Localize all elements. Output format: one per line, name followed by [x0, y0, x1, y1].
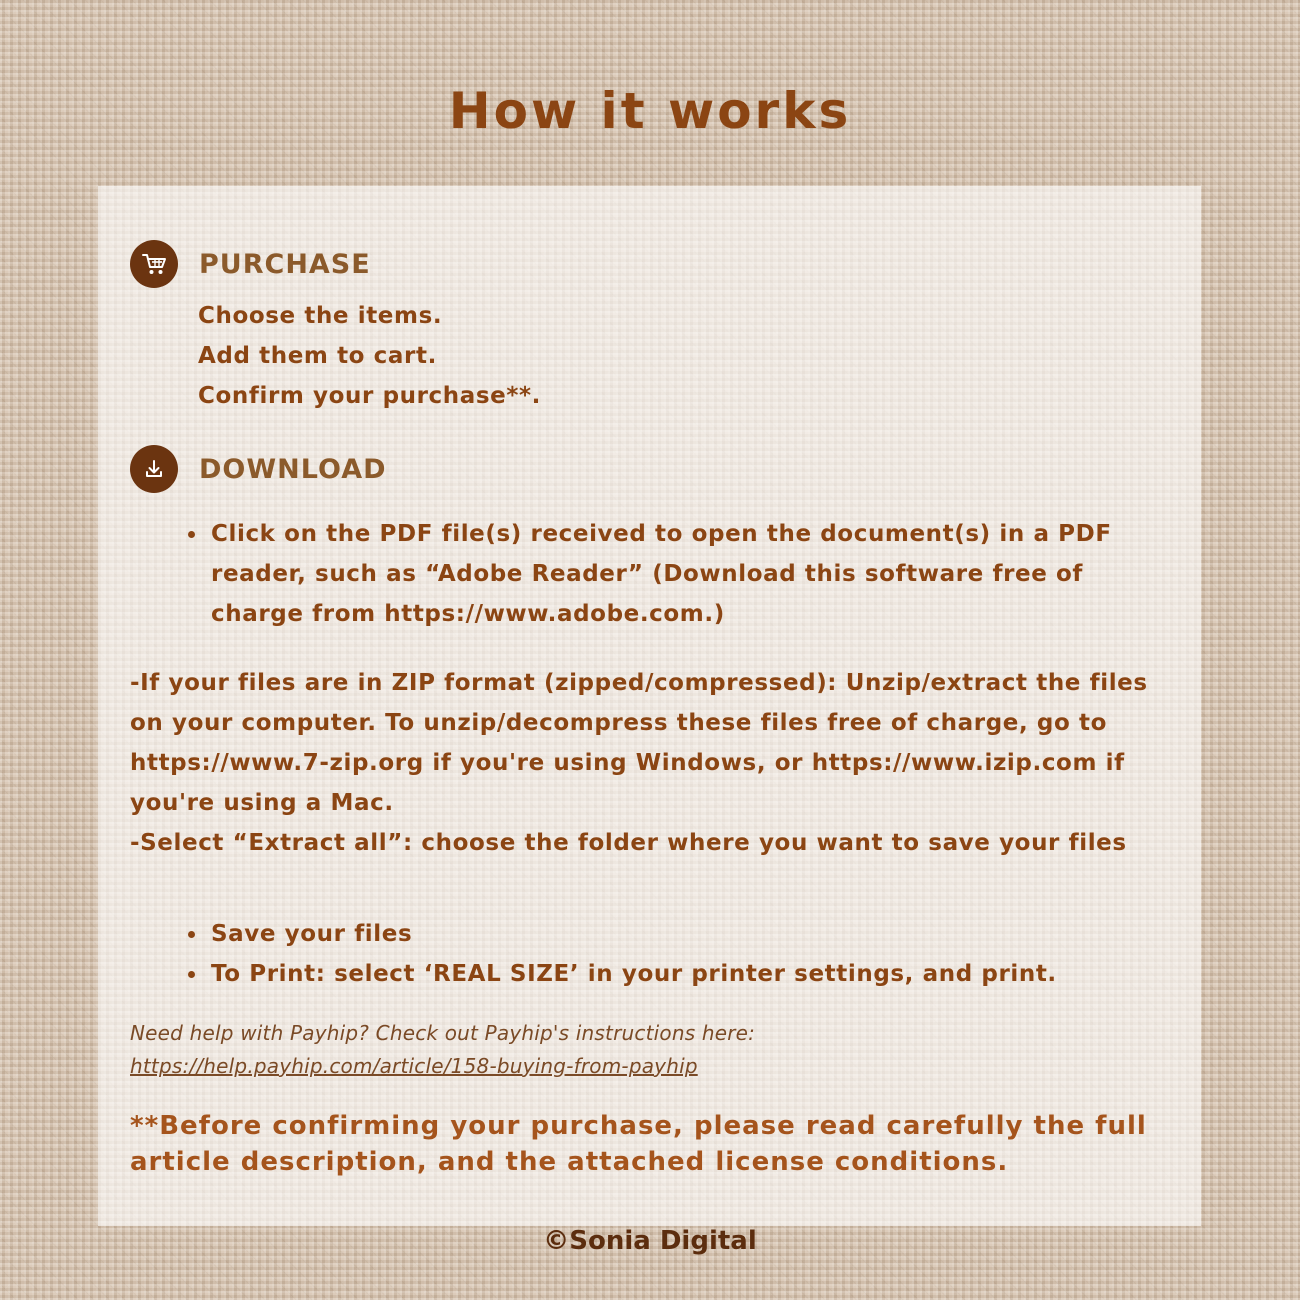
download-list	[211, 514, 1171, 634]
download-heading: DOWNLOAD	[199, 453, 387, 485]
extract-paragraph: -Select “Extract all”: choose the folder where you want to save your files	[130, 830, 1127, 856]
help-note	[130, 1017, 755, 1083]
purchase-header	[130, 240, 371, 288]
zip-paragraph: -If your files are in ZIP format (zipped/compressed): Unzip/extract the files on your computer. To unzip/decompress these files free of charge, go to https://www.7-zip.org if you're using Windows, or https://www.izip.com if you're using a Mac.	[130, 670, 1148, 816]
purchase-step: Add them to cart.	[198, 343, 437, 369]
list-item: Click on the PDF file(s) received to open the document(s) in a PDF reader, such as “Adobe Reader” (Download this software free of charge from https://www.adobe.com.)	[211, 514, 1171, 634]
page-title: How it works	[448, 82, 852, 140]
list-item: Save your files	[211, 914, 1191, 954]
download-icon	[130, 445, 178, 493]
cart-icon	[130, 240, 178, 288]
zip-instructions	[130, 663, 1170, 863]
help-text: Need help with Payhip? Check out Payhip's instructions here:	[130, 1021, 756, 1045]
save-list	[211, 914, 1191, 994]
copyright-footer: ©Sonia Digital	[543, 1226, 757, 1256]
purchase-step: Confirm your purchase**.	[198, 383, 541, 409]
license-notice: **Before confirming your purchase, please read carefully the full article description, and the attached license conditions.	[130, 1111, 1147, 1177]
list-item: To Print: select ‘REAL SIZE’ in your printer settings, and print.	[211, 954, 1191, 994]
purchase-heading: PURCHASE	[199, 248, 371, 280]
help-link[interactable]: https://help.payhip.com/article/158-buying-from-payhip	[130, 1054, 698, 1078]
purchase-steps	[198, 296, 541, 416]
purchase-step: Choose the items.	[198, 303, 443, 329]
download-header	[130, 445, 387, 493]
